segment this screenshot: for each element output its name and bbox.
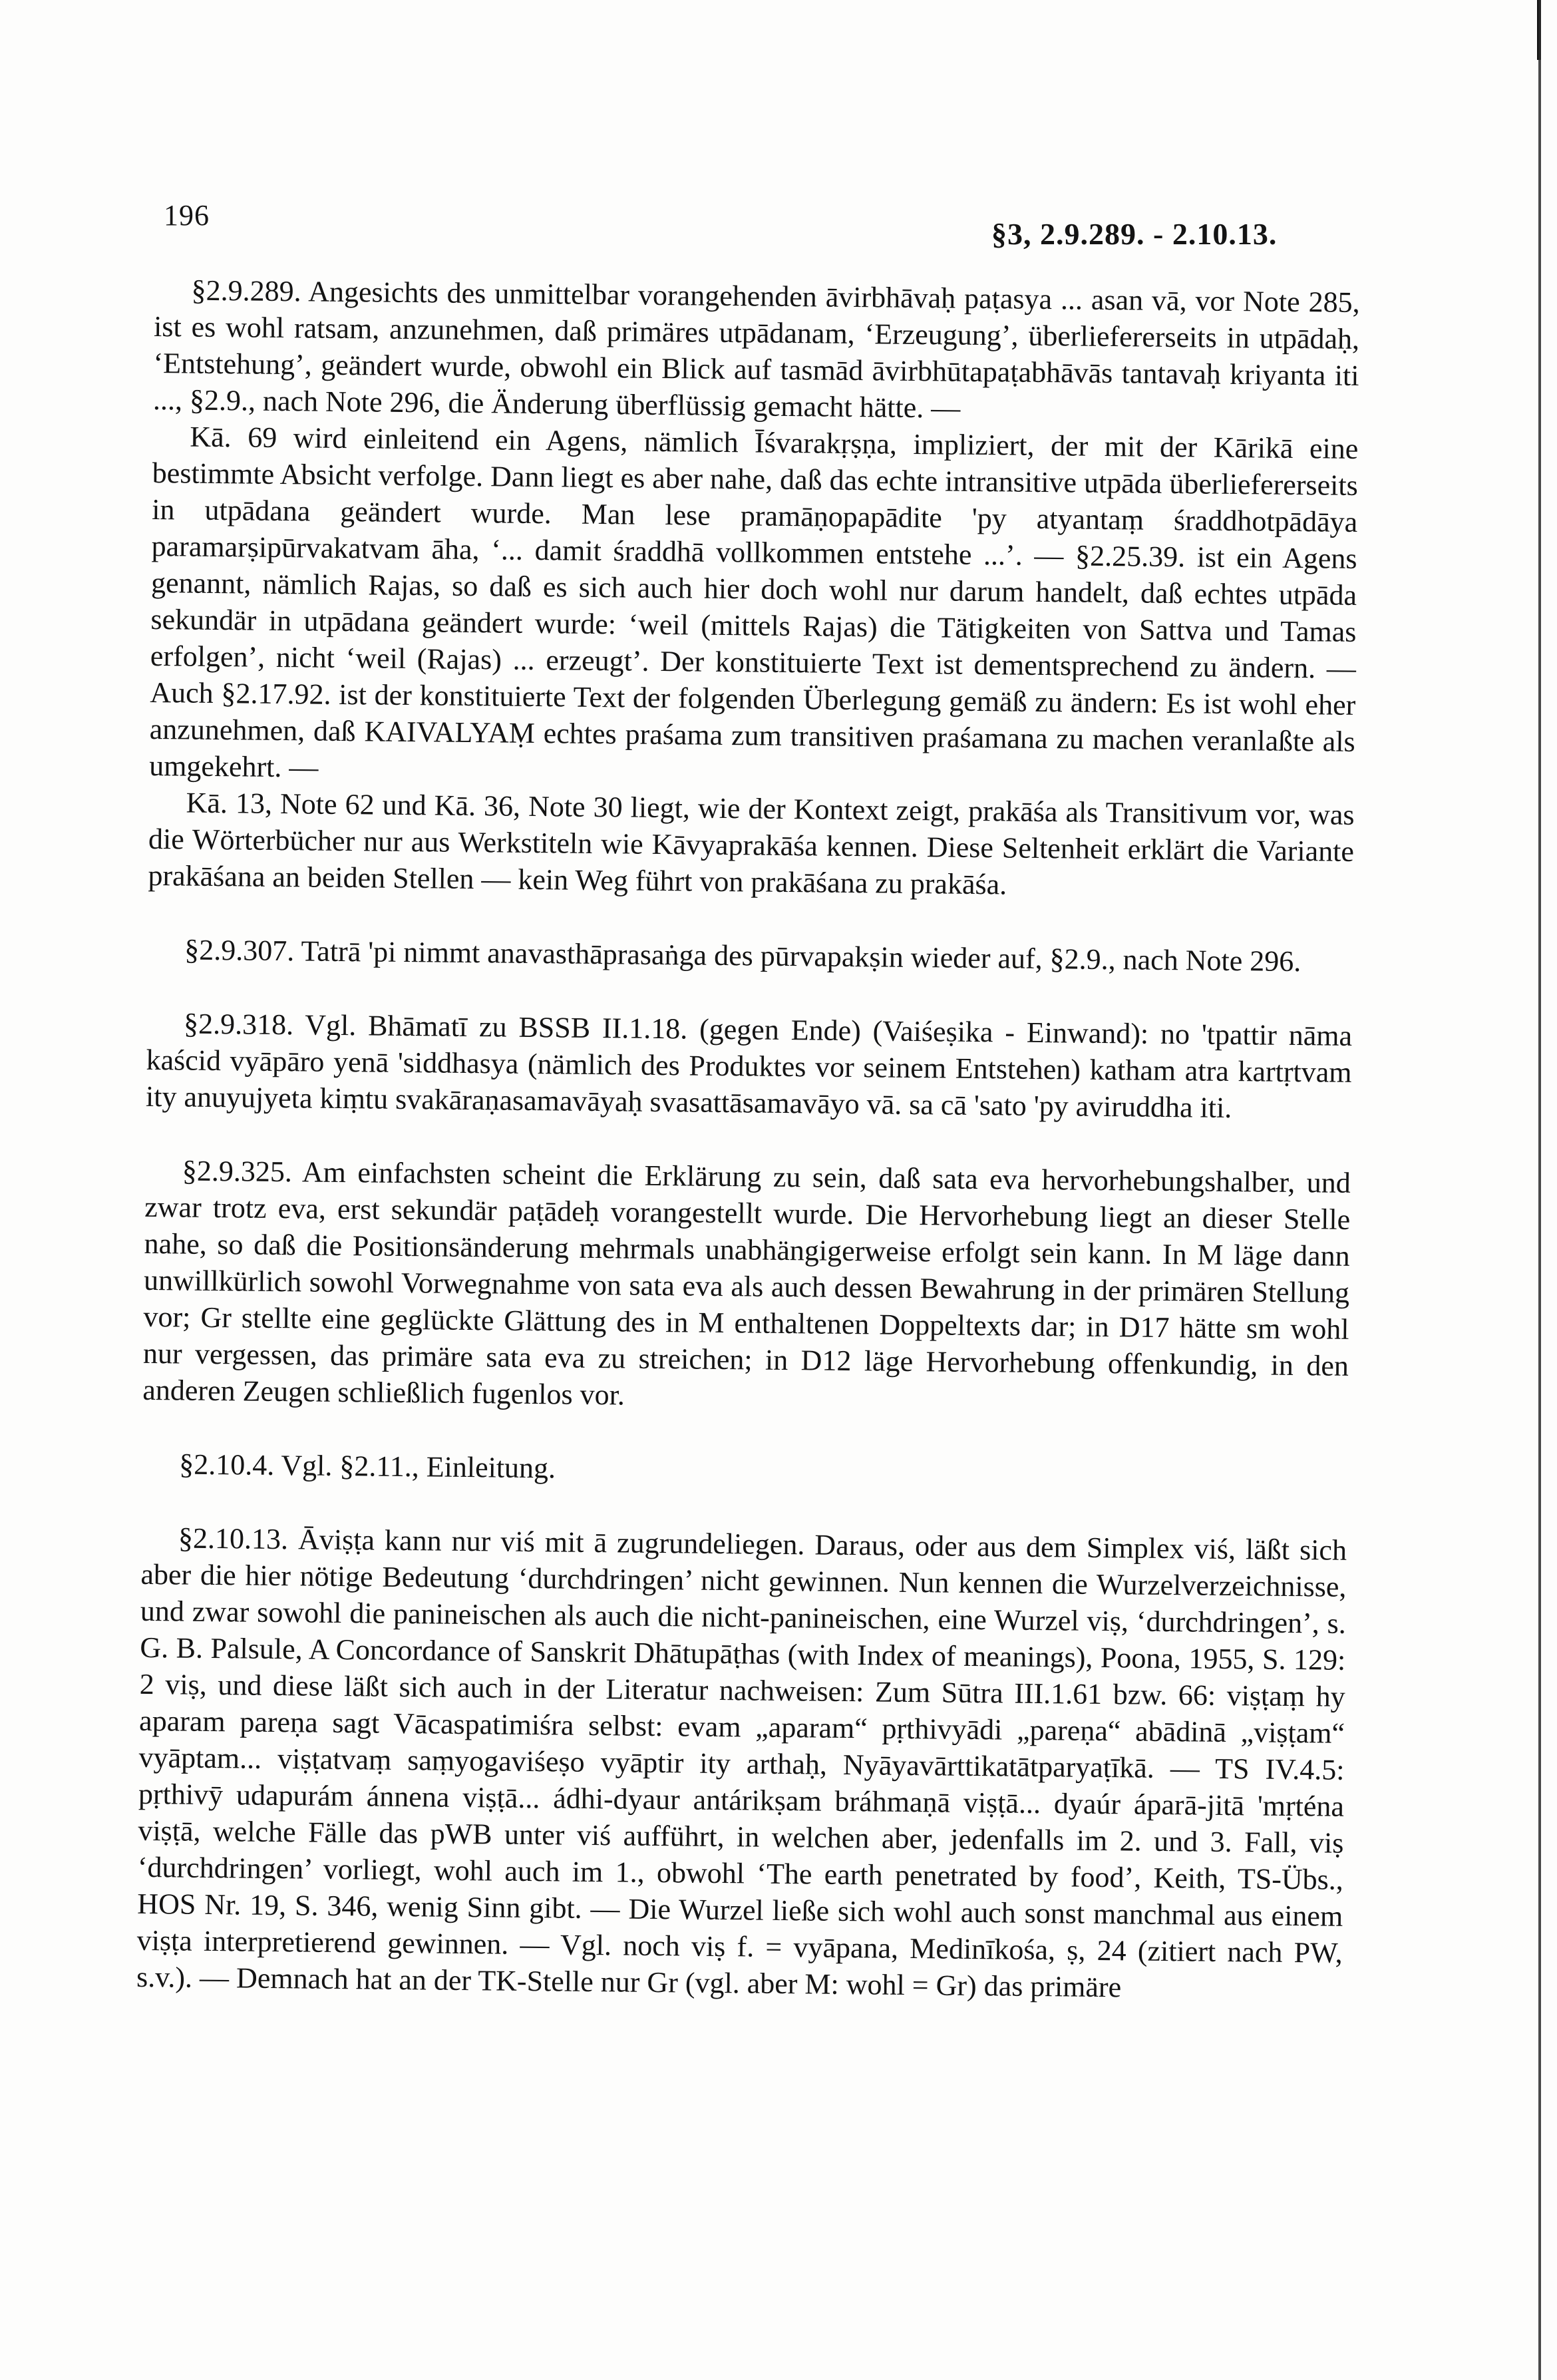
paragraph-2-9-325: §2.9.325. Am einfachsten scheint die Erklärung zu sein, daß sata eva hervorhebungshalber, und zwar trotz eva, erst sekundär paṭādeḥ vorangestellt wurde. Die Hervorhebung liegt an dieser Stelle nahe, so daß die Positionsänderung mehrmals unabhängigerweise erfolgt sein kann. In M läge dann unwillkürlich sowohl Vorwegnahme von sata eva als auch dessen Bewahrung in der primären Stellung vor; Gr stellte eine geglückte Glättung des in M enthaltenen Doppeltexts dar; in D17 hätte sm wohl nur vergessen, das primäre sata eva zu streichen; in D12 läge Hervorhebung offenkundig, in den anderen Zeugen schließlich fugenlos vor. xyxy=(142,1154,1351,1412)
paragraph-2-9-318: §2.9.318. Vgl. Bhāmatī zu BSSB II.1.18. (gegen Ende) (Vaiśeṣika - Einwand): no 'tpattir nāma kaścid vyāpāro yenā 'siddhasya (nämlich des Produktes vor seinem Entstehen) katham atra kartṛtvam ity anuyujyeta kiṃtu svakāraṇasamavāyaḥ svasattāsamavāyo vā. sa cā 'sato 'py aviruddha iti. xyxy=(145,1007,1353,1125)
paragraph-ka-69: Kā. 69 wird einleitend ein Agens, nämlich Īśvarakṛṣṇa, impliziert, der mit der Kārikā eine bestimmte Absicht verfolge. Dann liegt es aber nahe, daß das echte intransitive utpāda überliefererseits in utpādana geändert wurde. Man lese pramāṇopapādite 'py atyantaṃ śraddhotpādāya paramarṣipūrvakatvam āha, ‘... damit śraddhā vollkommen entstehe ...’. — §2.25.39. ist ein Agens genannt, nämlich Rajas, so daß es sich auch hier doch wohl nur darum handelt, daß echtes utpāda sekundär in utpādana geändert wurde: ‘weil (mittels Rajas) die Tätigkeiten von Sattva und Tamas erfolgen’, nicht ‘weil (Rajas) ... erzeugt’. Der konstituierte Text ist dementsprechend zu ändern. — Auch §2.17.92. ist der konstituierte Text der folgenden Überlegung gemäß zu ändern: Es ist wohl eher anzunehmen, daß KAIVALYAṂ echtes praśama zum transitiven praśamana zu machen veranlaßte als umgekehrt. — xyxy=(148,420,1359,784)
paragraph-2-10-4: §2.10.4. Vgl. §2.11., Einleitung. xyxy=(178,1448,556,1485)
paragraph-2-9-307: §2.9.307. Tatrā 'pi nimmt anavasthāprasaṅga des pūrvapakṣin wieder auf, §2.9., nach Note 296. xyxy=(184,933,1301,978)
paragraph-2-10-13: §2.10.13. Āviṣṭa kann nur viś mit ā zugrundeliegen. Daraus, oder aus dem Simplex viś, läßt sich aber die hier nötige Bedeutung ‘durchdringen’ nicht gewinnen. Nun kennen die Wurzelverzeichnisse, und zwar sowohl die panineischen als auch die nicht-panineischen, eine Wurzel viṣ, ‘durchdringen’, s. G. B. Palsule, A Concordance of Sanskrit Dhātupāṭhas (with Index of meanings), Poona, 1955, S. 129: 2 viṣ, und diese läßt sich auch in der Literatur nachweisen: Zum Sūtra III.1.61 bzw. 66: viṣṭaṃ hy aparam pareṇa sagt Vācaspatimiśra selbst: evam „aparam“ pṛthivyādi „pareṇa“ abādinā „viṣṭam“ vyāptam... viṣṭatvaṃ saṃyogaviśeṣo vyāptir ity arthaḥ, Nyāyavārttikatātparyaṭīkā. — TS IV.4.5: pṛthivȳ udapurám ánnena viṣṭā... ádhi-dyaur antárikṣam bráhmaṇā viṣṭā... dyaúr áparā-jitā 'mṛténa viṣṭā, welche Fälle das pWB unter viś aufführt, in welchen aber, jedenfalls im 2. und 3. Fall, viṣ ‘durchdringen’ vorliegt, wohl auch im 1., obwohl ‘The earth penetrated by food’, Keith, TS-Übs., HOS Nr. 19, S. 346, wenig Sinn gibt. — Die Wurzel ließe sich wohl auch sonst manchmal aus einem viṣṭa interpretierend gewinnen. — Vgl. noch viṣ f. = vyāpana, Medinīkośa, ṣ, 24 (zitiert nach PW, s.v.). — Demnach hat an der TK-Stelle nur Gr (vgl. aber M: wohl = Gr) das primäre xyxy=(136,1521,1347,2004)
paragraph-2-9-289: §2.9.289. Angesichts des unmittelbar vorangehenden āvirbhāvaḥ paṭasya ... asan vā, vor Note 285, ist es wohl ratsam, anzunehmen, daß primäres utpādanam, ‘Erzeugung’, überliefererseits in utpādaḥ, ‘Entstehung’, geändert wurde, obwohl ein Blick auf tasmād āvirbhūtapaṭabhāvās tantavaḥ kriyanta iti ..., §2.9., nach Note 296, die Änderung überflüssig gemacht hätte. — xyxy=(152,274,1360,425)
page-number: 196 xyxy=(164,199,210,232)
body-text xyxy=(136,272,1360,2008)
running-head: §3, 2.9.289. - 2.10.13. xyxy=(991,217,1278,251)
scan-edge-line xyxy=(1538,0,1541,2380)
paragraph-ka-13: Kā. 13, Note 62 und Kā. 36, Note 30 liegt, wie der Kontext zeigt, prakāśa als Transitivum vor, was die Wörterbücher nur aus Werkstiteln wie Kāvyaprakāśa kennen. Diese Seltenheit erklärt die Variante prakāśana an beiden Stellen — kein Weg führt von prakāśana zu prakāśa. xyxy=(148,786,1355,901)
